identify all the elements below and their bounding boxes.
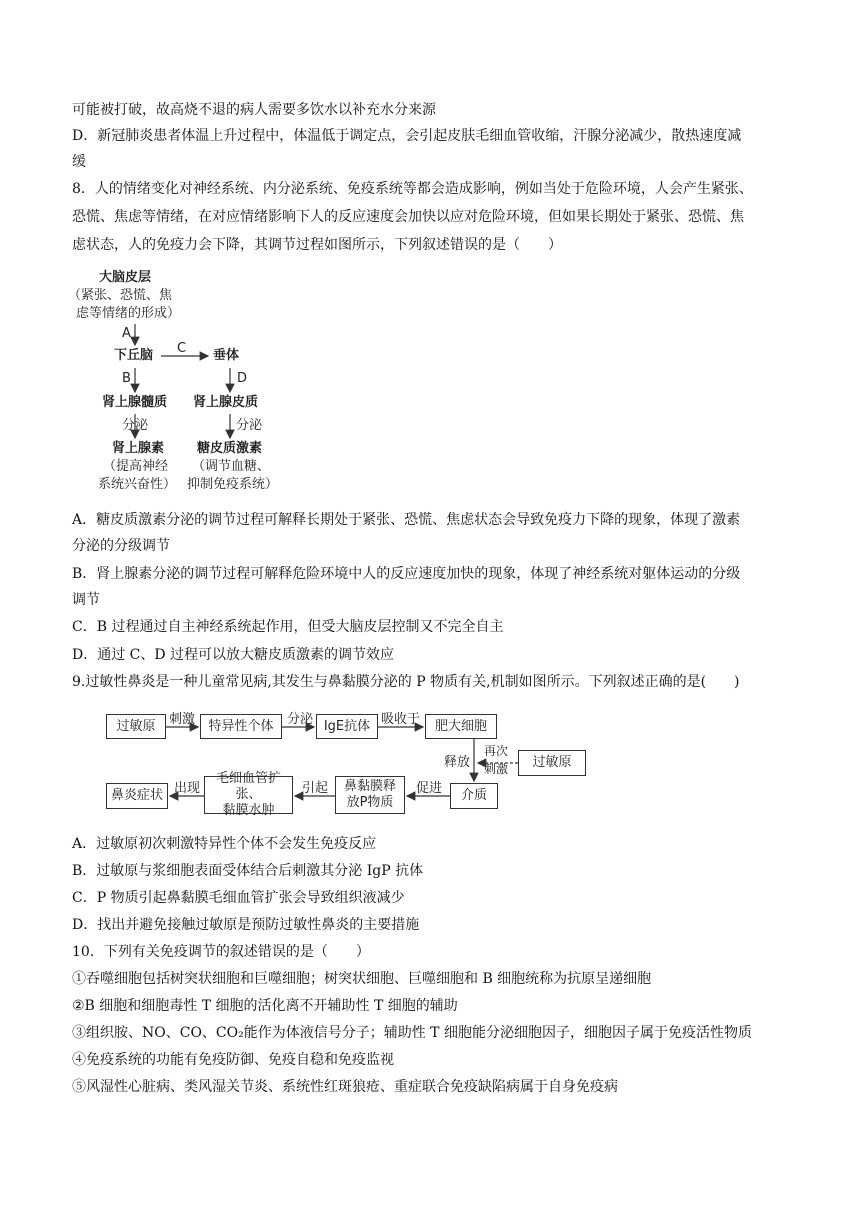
promote-label: 促进 (416, 781, 443, 796)
mast-cell-box: 肥大细胞 (425, 714, 497, 739)
q8-option-a-line-1: A．糖皮质激素分泌的调节过程可解释长期处于紧张、恐慌、焦虑状态会导致免疫力下降的现象，体现了激素 (72, 512, 741, 528)
glucocorticoid-note-1: （调节血糖、 (192, 459, 271, 474)
arrow-label-a: A (122, 326, 131, 341)
arrow-label-b: B (122, 371, 131, 386)
again-label-1: 再次 (484, 744, 509, 758)
epinephrine-note-1: （提高神经 (103, 459, 169, 474)
intro-line-1: 可能被打破，故高烧不退的病人需要多饮水以补充水分来源 (72, 102, 436, 118)
epinephrine-label: 肾上腺素 (112, 441, 165, 456)
appear-label: 出现 (174, 781, 201, 796)
ige-box: IgE抗体 (316, 714, 378, 739)
q10-stem: 10．下列有关免疫调节的叙述错误的是（ ） (72, 944, 370, 960)
cortex-note-1: （紧张、恐慌、焦 (68, 288, 173, 303)
q8-option-a-line-2: 分泌的分级调节 (72, 538, 170, 554)
allergen-box-1: 过敏原 (106, 714, 166, 739)
q10-item-5: ⑤风湿性心脏病、类风湿关节炎、系统性红斑狼疮、重症联合免疫缺陷病属于自身免疫病 (72, 1079, 618, 1095)
capillary-line-1: 毛细血管扩张、 (215, 771, 281, 802)
q10-item-2: ②B 细胞和细胞毒性 T 细胞的活化离不开辅助性 T 细胞的辅助 (72, 998, 458, 1014)
glucocorticoid-label: 糖皮质激素 (197, 441, 263, 456)
mucosa-line-2: 放P物质 (346, 795, 394, 810)
absorbed-label: 吸收于 (381, 712, 421, 727)
again-label-2: 刺激 (484, 762, 509, 776)
release-label: 释放 (444, 755, 471, 770)
epinephrine-note-2: 系统兴奋性） (98, 477, 177, 492)
mucosa-box (335, 776, 405, 814)
q10-item-4: ④免疫系统的功能有免疫防御、免疫自稳和免疫监视 (72, 1052, 394, 1068)
q9-option-d: D．找出并避免接触过敏原是预防过敏性鼻炎的主要措施 (72, 917, 420, 933)
adrenal-medulla-label: 肾上腺髓质 (102, 395, 168, 410)
arrow-label-c: C (177, 341, 187, 356)
mucosa-line-1: 鼻黏膜释 (343, 779, 396, 794)
hypothalamus-label: 下丘脑 (114, 348, 154, 363)
q10-item-1: ①吞噬细胞包括树突状细胞和巨噬细胞；树突状细胞、巨噬细胞和 B 细胞统称为抗原呈递细胞 (72, 971, 652, 987)
q8-stem-line-1: 8．人的情绪变化对神经系统、内分泌系统、免疫系统等都会造成影响，例如当处于危险环境，人会产生紧张、 (72, 181, 753, 197)
adrenal-cortex-label: 肾上腺皮质 (193, 395, 259, 410)
secrete-label: 分泌 (287, 712, 314, 727)
option-d-line-1: D．新冠肺炎患者体温上升过程中，体温低于调定点，会引起皮肤毛细血管收缩，汗腺分泌减少，散热速度减 (72, 128, 742, 144)
symptom-box: 鼻炎症状 (106, 783, 168, 809)
q9-option-a: A．过敏原初次刺激特异性个体不会发生免疫反应 (72, 836, 377, 852)
q9-stem: 9.过敏性鼻炎是一种儿童常见病,其发生与鼻黏膜分泌的 P 物质有关,机制如图所示。下列叙述正确的是( ) (72, 674, 740, 690)
q10-item-3: ③组织胺、NO、CO、CO₂能作为体液信号分子；辅助性 T 细胞能分泌细胞因子，细胞因子属于免疫活性物质 (72, 1025, 752, 1041)
capillary-box (204, 771, 293, 818)
cortex-label: 大脑皮层 (99, 270, 152, 285)
capillary-line-2: 黏膜水肿 (222, 803, 275, 818)
pituitary-label: 垂体 (213, 348, 240, 363)
q9-option-c: C．P 物质引起鼻黏膜毛细血管扩张会导致组织液减少 (72, 890, 405, 906)
secrete-right-label: 分泌 (236, 418, 263, 433)
q8-option-b-line-1: B．肾上腺素分泌的调节过程可解释危险环境中人的反应速度加快的现象，体现了神经系统对躯体运动的分级 (72, 566, 741, 582)
cause-label: 引起 (302, 781, 329, 796)
specific-body-box: 特异性个体 (200, 714, 282, 739)
cortex-note-2: 虑等情绪的形成） (76, 306, 181, 321)
q8-option-b-line-2: 调节 (72, 592, 100, 608)
stimulate-label: 刺激 (169, 712, 196, 727)
secrete-left-label: 分泌 (122, 418, 149, 433)
allergen-box-2: 过敏原 (518, 750, 586, 776)
option-d-line-2: 缓 (72, 154, 86, 170)
mediator-box: 介质 (450, 783, 498, 809)
glucocorticoid-note-2: 抑制免疫系统） (187, 477, 279, 492)
q8-stem-line-2: 恐慌、焦虑等情绪，在对应情绪影响下人的反应速度会加快以应对危险环境，但如果长期处于紧张、恐慌、焦 (72, 209, 744, 225)
q9-option-b: B．过敏原与浆细胞表面受体结合后刺激其分泌 IgP 抗体 (72, 863, 424, 879)
arrow-label-d: D (237, 371, 248, 386)
q8-option-d: D．通过 C、D 过程可以放大糖皮质激素的调节效应 (72, 647, 395, 663)
q8-stem-line-3: 虑状态，人的免疫力会下降，其调节过程如图所示，下列叙述错误的是（ ） (72, 237, 562, 253)
q8-option-c: C．B 过程通过自主神经系统起作用，但受大脑皮层控制又不完全自主 (72, 619, 504, 635)
